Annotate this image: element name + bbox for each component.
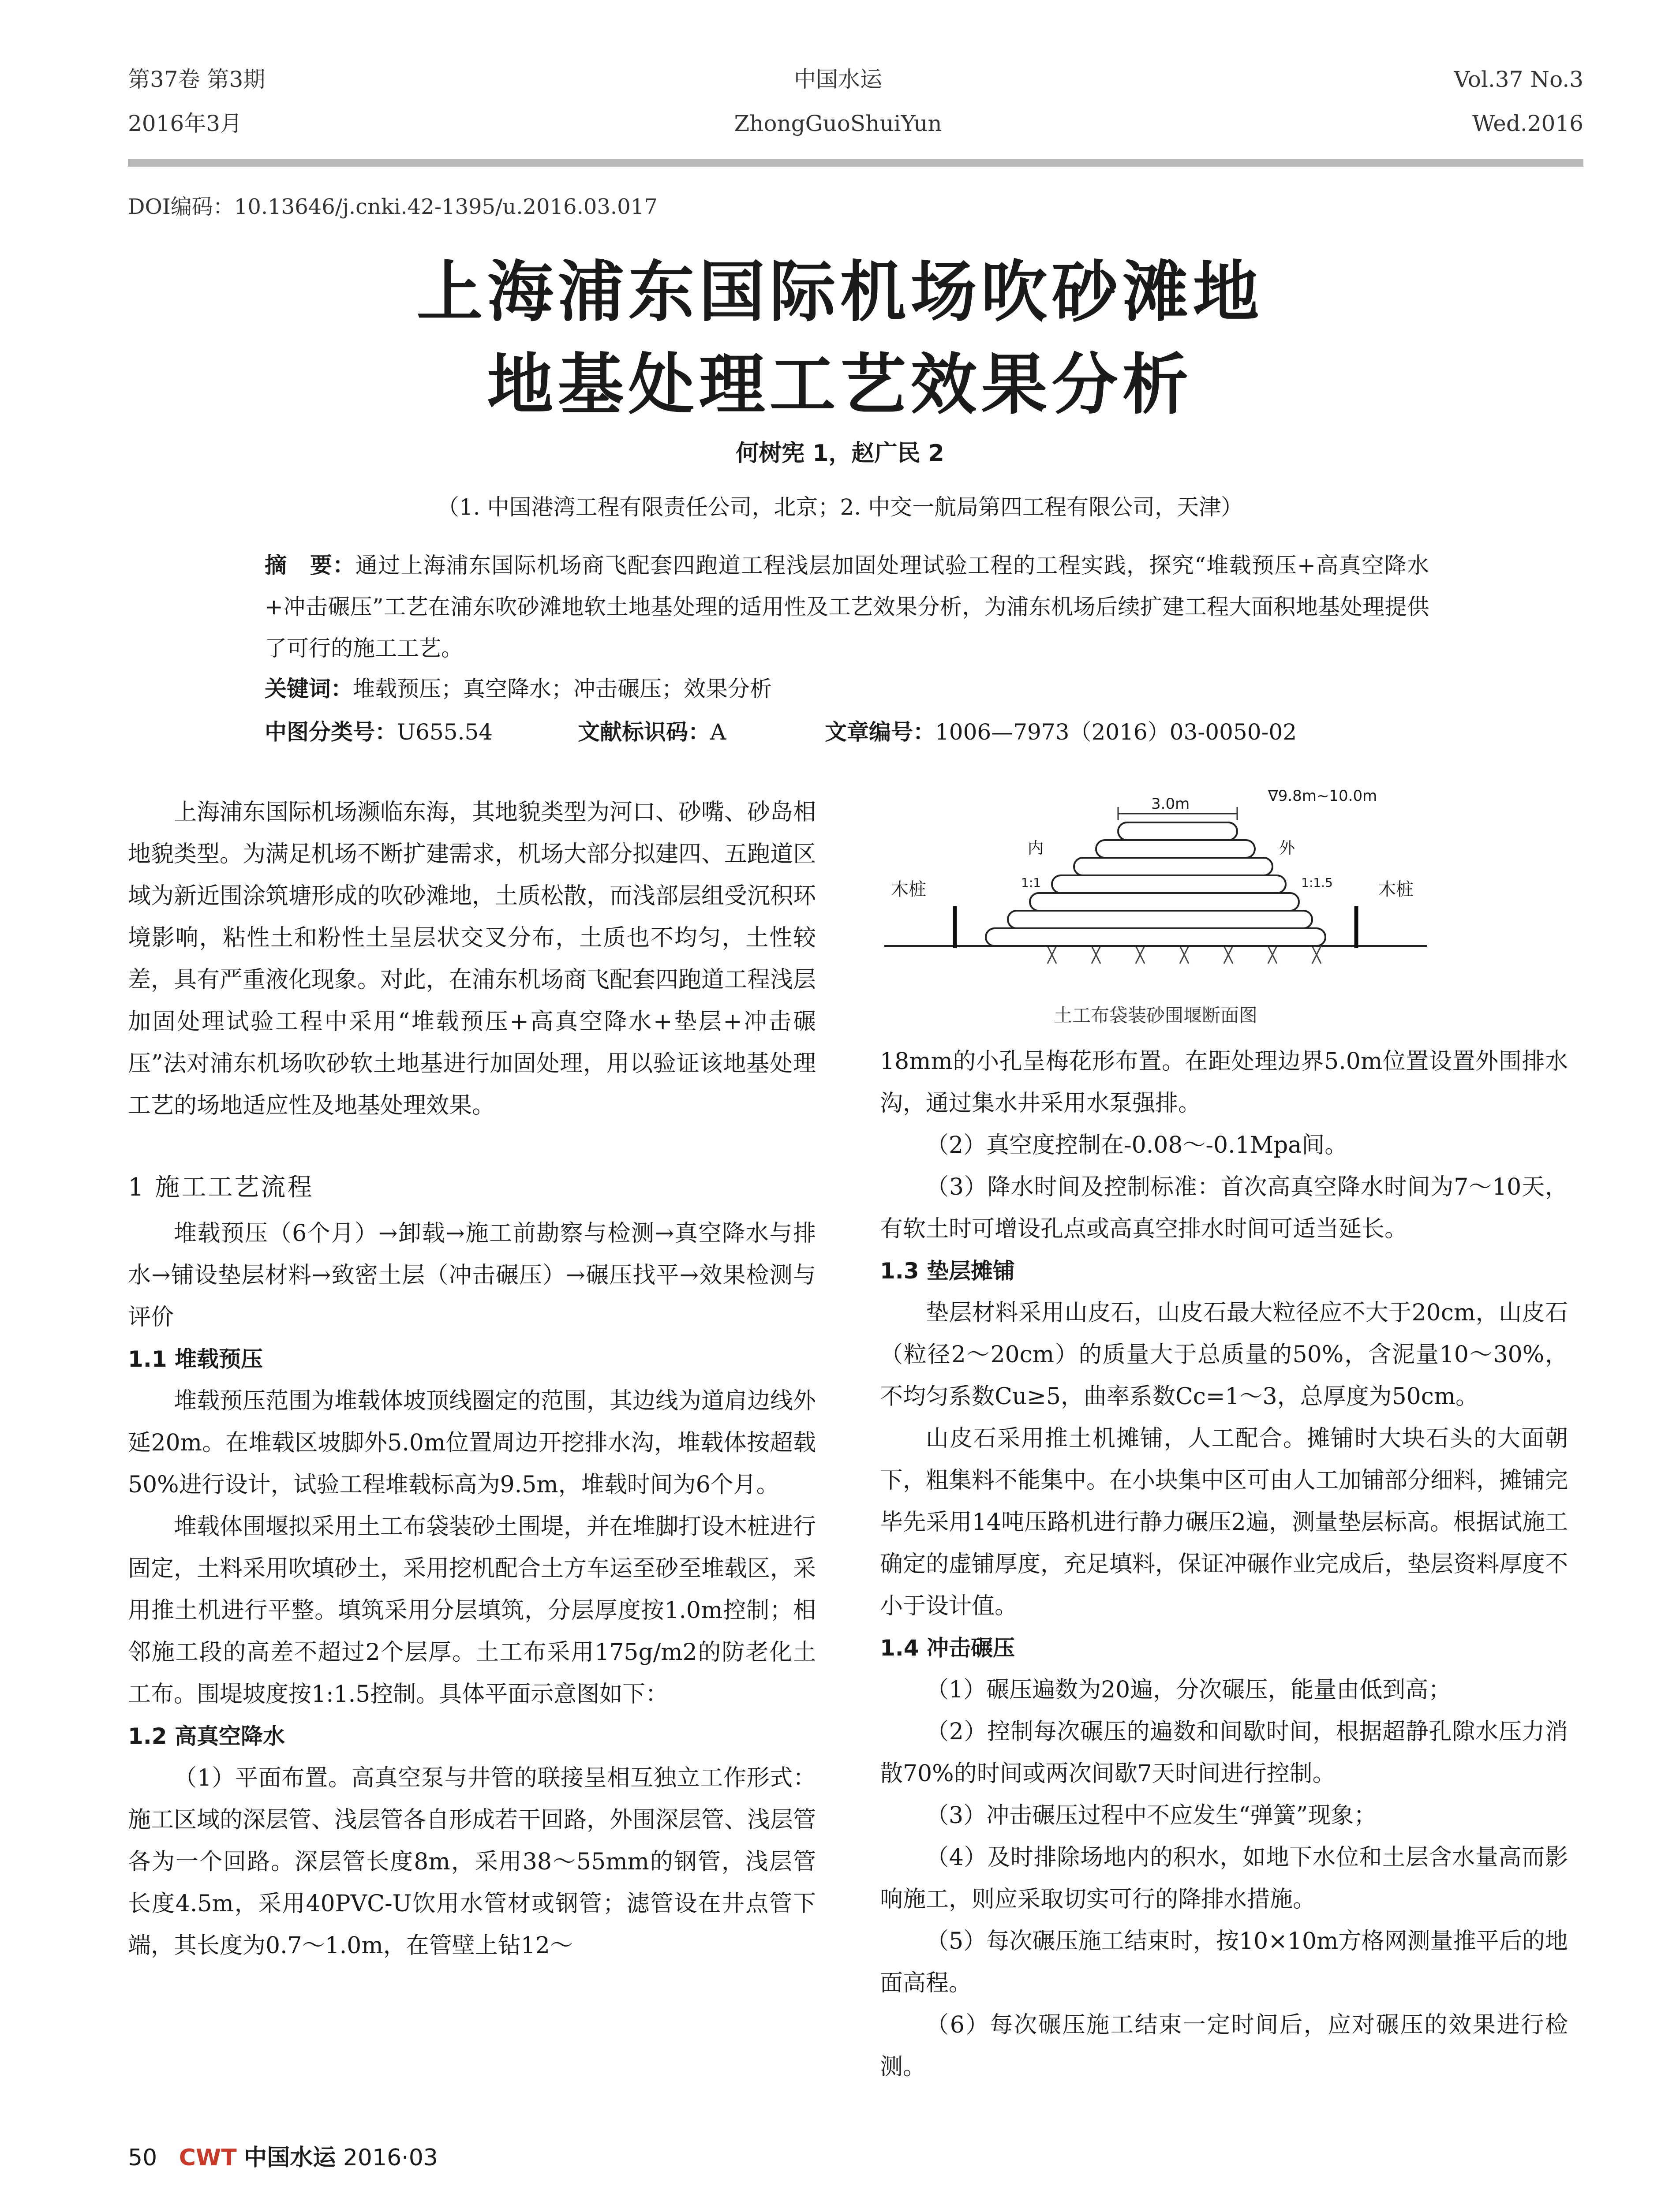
clc-value: U655.54 bbox=[397, 719, 493, 745]
figure-elevation-label: ∇9.8m~10.0m bbox=[1268, 787, 1377, 805]
figure-drawing bbox=[880, 787, 1431, 990]
article-number bbox=[825, 714, 1297, 746]
left-column bbox=[128, 792, 816, 1967]
header-date-en: Wed.2016 bbox=[1472, 111, 1583, 136]
document-code-value: A bbox=[710, 719, 726, 745]
paragraph: 堆载预压（6个月）→卸载→施工前勘察与检测→真空降水与排水→铺设垫层材料→致密土层（冲击碾压）→碾压找平→效果检测与评价 bbox=[128, 1220, 816, 1330]
footer-magazine: 中国水运 bbox=[244, 2145, 336, 2171]
figure-slope-left: 1:1 bbox=[1021, 875, 1041, 890]
header-date: 2016年3月 bbox=[128, 111, 243, 136]
clc-number bbox=[265, 714, 493, 746]
keywords-text: 堆载预压；真空降水；冲击碾压；效果分析 bbox=[353, 676, 772, 702]
figure-pile-left-label: 木桩 bbox=[891, 879, 926, 900]
paper-title-line1: 上海浦东国际机场吹砂滩地 bbox=[416, 253, 1264, 331]
list-item: （3）冲击碾压过程中不应发生“弹簧”现象； bbox=[926, 1802, 1377, 1829]
paragraph: 山皮石采用推土机摊铺，人工配合。摊铺时大块石头的大面朝下，粗集料不能集中。在小块集中区可由人工加铺部分细料，摊铺完毕先采用14吨压路机进行静力碾压2遍，测量垫层标高。根据试施工确定的虚铺厚度，充足填料，保证冲碾作业完成后，垫层资料厚度不小于设计值。 bbox=[880, 1425, 1568, 1619]
paragraph: 堆载预压范围为堆载体坡顶线圈定的范围，其边线为道肩边线外延20m。在堆载区坡脚外5.0m位置周边开挖排水沟，堆载体按超载50%进行设计，试验工程堆载标高为9.5m，堆载时间为6个月。 bbox=[128, 1388, 816, 1498]
paragraph: （2）真空度控制在-0.08～-0.1Mpa间。 bbox=[926, 1132, 1348, 1159]
subsection-heading: 1.2 高真空降水 bbox=[128, 1723, 285, 1749]
abstract bbox=[265, 545, 1429, 669]
paragraph: 18mm的小孔呈梅花形布置。在距处理边界5.0m位置设置外围排水沟，通过集水井采用水泵强排。 bbox=[880, 1048, 1568, 1117]
subsection-heading: 1.1 堆载预压 bbox=[128, 1346, 263, 1372]
article-number-value: 1006—7973（2016）03-0050-02 bbox=[935, 719, 1297, 745]
abstract-text: 通过上海浦东国际机场商飞配套四跑道工程浅层加固处理试验工程的工程实践，探究“堆载预压+高真空降水+冲击碾压”工艺在浦东吹砂滩地软土地基处理的适用性及工艺效果分析，为浦东机场后续扩建工程大面积地基处理提供了可行的施工工艺。 bbox=[265, 553, 1429, 661]
section-heading: 1 施工工艺流程 bbox=[128, 1173, 314, 1202]
footer-issue: 2016·03 bbox=[343, 2145, 438, 2171]
subsection-heading: 1.4 冲击碾压 bbox=[880, 1635, 1015, 1661]
list-item: （6）每次碾压施工结束一定时间后，应对碾压的效果进行检测。 bbox=[880, 2012, 1568, 2080]
paper-title-line2: 地基处理工艺效果分析 bbox=[487, 346, 1193, 423]
footer bbox=[128, 2139, 438, 2172]
paragraph: 上海浦东国际机场濒临东海，其地貌类型为河口、砂嘴、砂岛相地貌类型。为满足机场不断扩建需求，机场大部分拟建四、五跑道区域为新近围涂筑塘形成的吹砂滩地，土质松散，而浅部层组受沉积环境影响，粘性土和粉性土呈层状交叉分布，土质也不均匀，土性较差，具有严重液化现象。对此，在浦东机场商飞配套四跑道工程浅层加固处理试验工程中采用“堆载预压+高真空降水+垫层+冲击碾压”法对浦东机场吹砂软土地基进行加固处理，用以验证该地基处理工艺的场地适应性及地基处理效果。 bbox=[128, 799, 816, 1119]
paragraph: （3）降水时间及控制标准：首次高真空降水时间为7～10天，有软土时可增设孔点或高真空排水时间可适当延长。 bbox=[880, 1174, 1568, 1242]
header-volume: 第37卷 第3期 bbox=[128, 67, 266, 92]
ground-hatching bbox=[1048, 946, 1321, 964]
subsection-heading: 1.3 垫层摊铺 bbox=[880, 1258, 1015, 1284]
list-item: （5）每次碾压施工结束时，按10×10m方格网测量推平后的地面高程。 bbox=[880, 1928, 1568, 1996]
list-item: （1）碾压遍数为20遍，分次碾压，能量由低到高； bbox=[926, 1677, 1452, 1703]
document-code-label: 文献标识码： bbox=[578, 719, 710, 745]
cwt-logo: CWT bbox=[179, 2145, 237, 2171]
affiliations: （1. 中国港湾工程有限责任公司，北京；2. 中交一航局第四工程有限公司，天津） bbox=[437, 494, 1243, 520]
paragraph: 堆载体围堰拟采用土工布袋装砂土围堤，并在堆脚打设木桩进行固定，土料采用吹填砂土，采用挖机配合土方车运至砂至堆载区，采用推土机进行平整。填筑采用分层填筑，分层厚度按1.0m控制；相邻施工段的高差不超过2个层厚。土工布采用175g/m2的防老化土工布。围堤坡度按1:1.5控制。具体平面示意图如下： bbox=[128, 1514, 816, 1708]
figure-slope-right: 1:1.5 bbox=[1301, 875, 1333, 890]
list-item: （2）控制每次碾压的遍数和间歇时间，根据超静孔隙水压力消散70%的时间或两次间歇7天时间进行控制。 bbox=[880, 1719, 1568, 1787]
paragraph: 垫层材料采用山皮石，山皮石最大粒径应不大于20cm，山皮石（粒径2～20cm）的质量大于总质量的50%，含泥量10～30%，不均匀系数Cu≥5，曲率系数Cc=1～3，总厚度为50cm。 bbox=[880, 1300, 1568, 1410]
figure-cofferdam-section bbox=[880, 787, 1431, 1034]
header-rule bbox=[128, 159, 1583, 167]
paragraph: （1）平面布置。高真空泵与井管的联接呈相互独立工作形式：施工区域的深层管、浅层管各自形成若干回路，外围深层管、浅层管各为一个回路。深层管长度8m，采用38～55mm的钢管，浅层管长度4.5m，采用40PVC-U饮用水管材或钢管；滤管设在井点管下端，其长度为0.7～1.0m，在管壁上钻12～ bbox=[128, 1765, 816, 1959]
right-column bbox=[880, 1041, 1568, 2088]
authors: 何树宪 1，赵广民 2 bbox=[736, 440, 944, 467]
figure-caption: 土工布袋装砂围堰断面图 bbox=[1053, 1005, 1257, 1026]
keywords bbox=[265, 668, 1429, 710]
header-journal-pinyin: ZhongGuoShuiYun bbox=[734, 111, 942, 136]
doi: DOI编码：10.13646/j.cnki.42-1395/u.2016.03.017 bbox=[128, 194, 658, 219]
figure-outer-label: 外 bbox=[1279, 839, 1295, 857]
figure-pile-right-label: 木桩 bbox=[1378, 879, 1414, 900]
page-number: 50 bbox=[128, 2145, 157, 2171]
document-code bbox=[578, 714, 726, 746]
list-item: （4）及时排除场地内的积水，如地下水位和土层含水量高而影响施工，则应采取切实可行的降排水措施。 bbox=[880, 1844, 1568, 1913]
article-number-label: 文章编号： bbox=[825, 719, 935, 745]
keywords-label: 关键词： bbox=[265, 676, 353, 702]
clc-label: 中图分类号： bbox=[265, 719, 397, 745]
abstract-label: 摘 要： bbox=[265, 553, 355, 578]
figure-inner-label: 内 bbox=[1028, 839, 1044, 857]
header-journal: 中国水运 bbox=[794, 67, 882, 92]
header-volume-en: Vol.37 No.3 bbox=[1454, 67, 1583, 92]
figure-width-label: 3.0m bbox=[1151, 795, 1190, 813]
